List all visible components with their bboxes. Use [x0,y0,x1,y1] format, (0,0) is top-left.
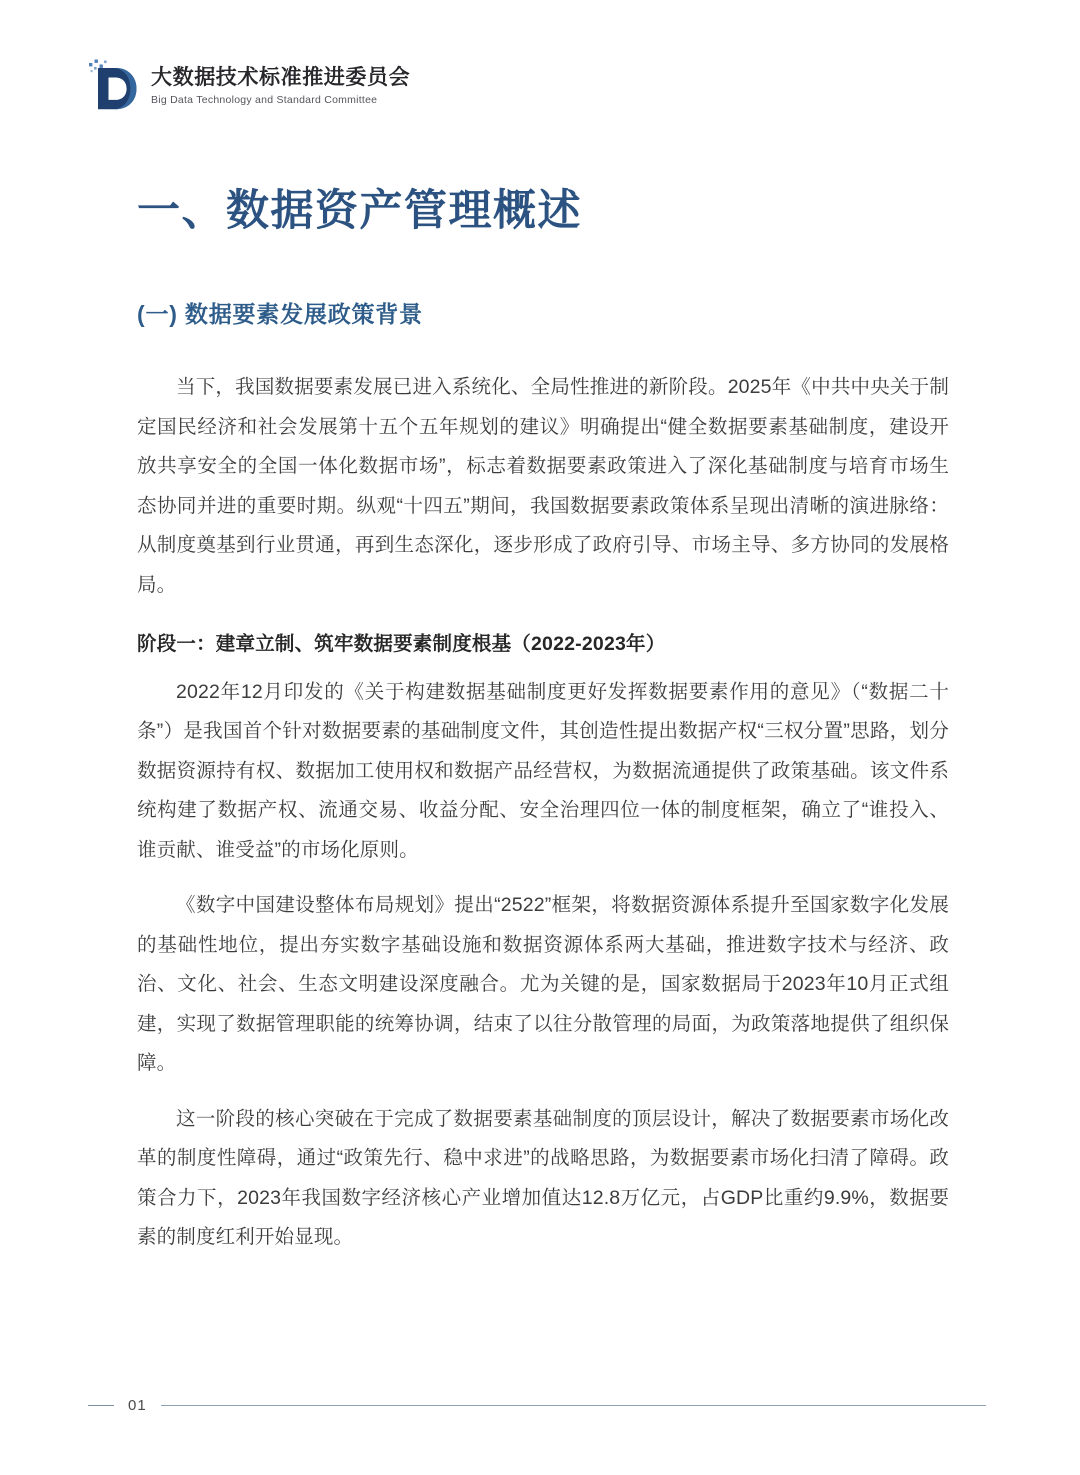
section-heading: (一) 数据要素发展政策背景 [137,301,423,327]
footer-rule [161,1405,986,1407]
logo-text-block [151,62,410,109]
paragraph-2: 2022年12月印发的《关于构建数据基础制度更好发挥数据要素作用的意见》（“数据二十条”）是我国首个针对数据要素的基础制度文件，其创造性提出数据产权“三权分置”思路，划分数据资源持有权、数据加工使用权和数据产品经营权，为数据流通提供了政策基础。该文件系统构建了数据产权、流通交易、收益分配、安全治理四位一体的制度框架，确立了“谁投入、谁贡献、谁受益”的市场化原则。 [137,680,949,861]
page-number: 01 [128,1397,147,1414]
document-header [88,55,410,115]
footer-dash-left [88,1405,114,1407]
big-data-committee-d-logo-icon [88,55,140,115]
org-name-en: Big Data Technology and Standard Committee [151,93,378,106]
stage-heading-1: 阶段一：建章立制、筑牢数据要素制度根基（2022-2023年） [137,633,666,655]
paragraph-3: 《数字中国建设整体布局规划》提出“2522”框架，将数据资源体系提升至国家数字化发展的基础性地位，提出夯实数字基础设施和数据资源体系两大基础，推进数字技术与经济、政治、文化、社会、生态文明建设深度融合。尤为关键的是，国家数据局于2023年10月正式组建，实现了数据管理职能的统筹协调，结束了以往分散管理的局面，为政策落地提供了组织保障。 [137,894,949,1074]
document-body [137,368,949,1274]
page-footer [88,1398,986,1413]
paragraph-1: 当下，我国数据要素发展已进入系统化、全局性推进的新阶段。2025年《中共中央关于制定国民经济和社会发展第十五个五年规划的建议》明确提出“健全数据要素基础制度，建设开放共享安全的全国一体化数据市场”，标志着数据要素政策进入了深化基础制度与培育市场生态协同并进的重要时期。纵观“十四五”期间，我国数据要素政策体系呈现出清晰的演进脉络：从制度奠基到行业贯通，再到生态深化，逐步形成了政府引导、市场主导、多方协同的发展格局。 [137,376,949,596]
page-title: 一、数据资产管理概述 [137,187,582,235]
org-name-cn: 大数据技术标准推进委员会 [151,65,411,89]
paragraph-4: 这一阶段的核心突破在于完成了数据要素基础制度的顶层设计，解决了数据要素市场化改革的制度性障碍，通过“政策先行、稳中求进”的战略思路，为数据要素市场化扫清了障碍。政策合力下，2023年我国数字经济核心产业增加值达12.8万亿元，占GDP比重约9.9%，数据要素的制度红利开始显现。 [137,1107,949,1248]
